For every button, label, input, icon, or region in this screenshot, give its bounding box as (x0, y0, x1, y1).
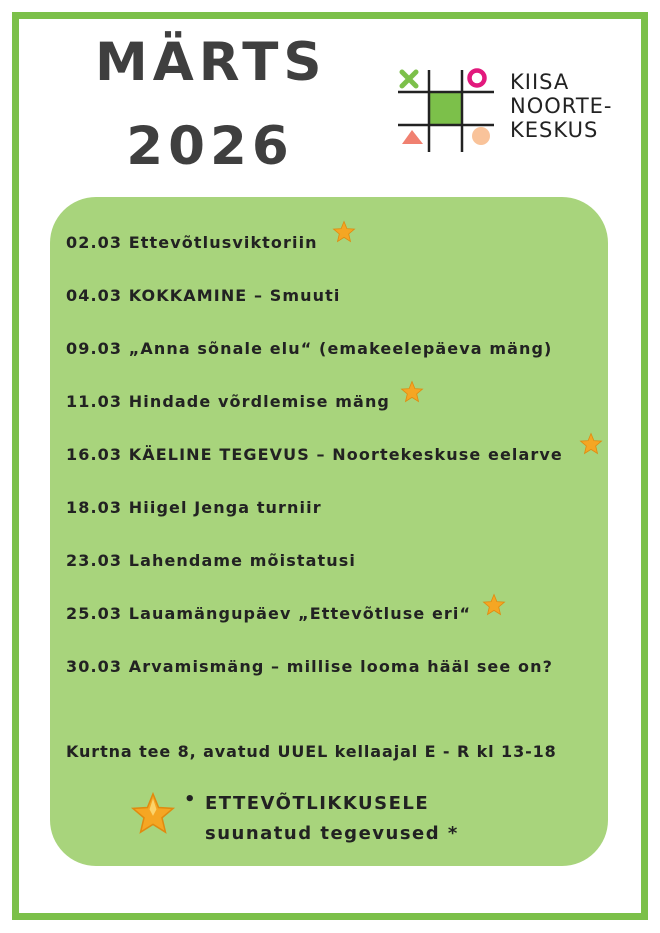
star-icon (332, 220, 356, 244)
logo-square-icon (429, 92, 462, 125)
logo-x-icon (402, 72, 416, 86)
star-icon (130, 791, 176, 837)
star-icon (400, 380, 424, 404)
kiisa-noortekeskus-logo (398, 64, 628, 154)
event-item: 25.03 Lauamängupäev „Ettevõtluse eri“ (66, 604, 472, 623)
title-year: 2026 (126, 116, 294, 177)
event-item: 16.03 KÄELINE TEGEVUS – Noortekeskuse eelarve (66, 445, 563, 464)
logo-grid-icon (398, 64, 498, 154)
logo-circle-icon (470, 71, 485, 86)
event-item: 30.03 Arvamismäng – millise looma hääl see on? (66, 657, 553, 676)
event-item: 04.03 KOKKAMINE – Smuuti (66, 286, 341, 305)
event-item: 23.03 Lahendame mõistatusi (66, 551, 356, 570)
title-month: MÄRTS (95, 32, 327, 93)
logo-text (510, 70, 613, 142)
logo-triangle-icon (402, 130, 423, 144)
event-item: 11.03 Hindade võrdlemise mäng (66, 392, 390, 411)
event-item: 02.03 Ettevõtlusviktoriin (66, 233, 318, 252)
legend-text (205, 789, 459, 849)
logo-line-2: NOORTE- (510, 94, 613, 118)
address-hours: Kurtna tee 8, avatud UUEL kellaajal E - R kl 13-18 (66, 742, 557, 761)
legend-line-2: suunatud tegevused * (205, 823, 459, 844)
star-icon (579, 432, 603, 456)
logo-line-3: KESKUS (510, 118, 599, 142)
events-panel (50, 197, 608, 866)
legend-bullet: • (184, 789, 196, 810)
event-item: 09.03 „Anna sõnale elu“ (emakeelepäeva mäng) (66, 339, 553, 358)
star-icon (482, 593, 506, 617)
legend-line-1: ETTEVÕTLIKKUSELE (205, 793, 430, 814)
logo-line-1: KIISA (510, 70, 570, 94)
logo-dot-icon (472, 127, 490, 145)
event-item: 18.03 Hiigel Jenga turniir (66, 498, 322, 517)
